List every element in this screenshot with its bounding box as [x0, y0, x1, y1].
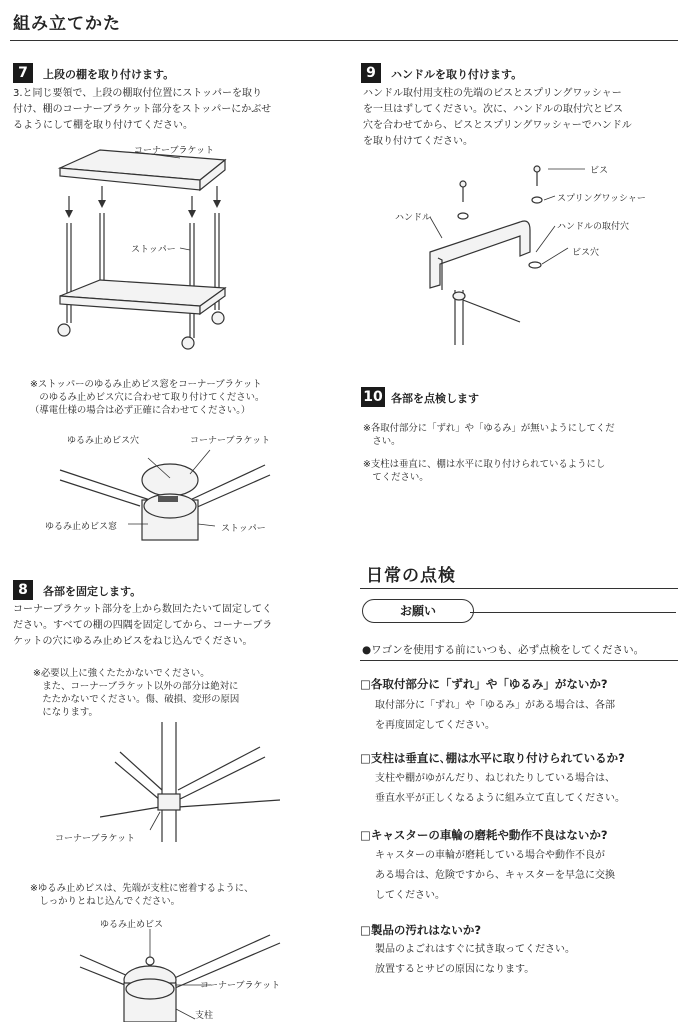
label-screw-hole: ゆるみ止めビス穴	[67, 436, 140, 446]
intro-underline	[360, 660, 678, 661]
step-7-number: 7	[13, 63, 33, 83]
check-item-4-body: 製品のよごれはすぐに拭き取ってください。 放置するとサビの原因になります。	[375, 944, 575, 975]
label-bracket-8a: コーナーブラケット	[55, 834, 136, 844]
request-badge: お願い	[362, 599, 474, 623]
label-handle: ハンドル	[395, 213, 432, 223]
step-8-note-1: ※必要以上に強くたたかないでください。 また、コーナーブラケット以外の部分は絶対に たたかないでください。傷、破損、変形の原因 になります。	[33, 668, 240, 718]
label-corner-bracket: コーナーブラケット	[134, 146, 215, 156]
check-item-3-heading: □キャスターの車輪の磨耗や動作不良はないか?	[360, 828, 608, 842]
check-item-3-body: キャスターの車輪が磨耗している場合や動作不良が ある場合は、危険ですから、キャスターを早急に交換 してください。	[375, 850, 615, 901]
label-bracket-8b: コーナーブラケット	[200, 981, 281, 991]
check-item-4-heading: □製品の汚れはないか?	[360, 923, 482, 937]
step-10-note-2: ※支柱は垂直に、棚は水平に取り付けられているようにし てください。	[363, 459, 606, 483]
daily-check-rule	[360, 588, 678, 589]
step-9-title: ハンドルを取り付けます。	[391, 68, 523, 81]
step-9-number: 9	[361, 63, 381, 83]
step-7-title: 上段の棚を取り付けます。	[43, 68, 175, 81]
label-screw-window: ゆるみ止めビス窓	[45, 522, 118, 532]
step-8-title: 各部を固定します。	[43, 585, 142, 598]
label-detail-stopper: ストッパー	[221, 524, 266, 534]
step-7-body: 3.と同じ要領で、上段の棚取付位置にストッパーを取り 付け、棚のコーナーブラケット部分をストッパーにかぶせ るようにして棚を取り付けてください。	[13, 88, 272, 131]
bracket-detail-1	[100, 722, 280, 842]
label-loosening-screw: ゆるみ止めビス	[100, 920, 164, 930]
handle-illustration	[380, 160, 670, 345]
label-detail-bracket: コーナーブラケット	[190, 436, 271, 446]
check-item-1-body: 取付部分に「ずれ」や「ゆるみ」がある場合は、各部 を再度固定してください。	[375, 700, 615, 731]
title-rule	[10, 40, 678, 41]
label-screw: ビス	[590, 166, 609, 176]
step-7-note: ※ストッパーのゆるみ止めビス窓をコーナーブラケット のゆるみ止めビス穴に合わせて取り付けてください。 （導電仕様の場合は必ず正確に合わせてください。）	[30, 379, 265, 416]
daily-check-title: 日常の点検	[366, 566, 456, 586]
step-10-number: 10	[361, 387, 385, 407]
step-8-body: コーナーブラケット部分を上から数回たたいて固定してく ださい。すべての棚の四隅を固定してから、コーナーブラ ケットの穴にゆるみ止めビスをねじ込んでください。	[13, 604, 273, 647]
label-handle-mount-hole: ハンドルの取付穴	[557, 222, 630, 232]
page-title: 組み立てかた	[13, 14, 121, 34]
step-10-note-1: ※各取付部分に「ずれ」や「ゆるみ」が無いようにしてくだ さい。	[363, 423, 615, 447]
request-line	[470, 612, 676, 613]
step-10-title: 各部を点検します	[391, 392, 479, 405]
check-item-2-body: 支柱や棚がゆがんだり、ねじれたりしている場合は、 垂直水平が正しくなるように組み立て直してください。	[375, 773, 625, 804]
label-stopper: ストッパー	[131, 245, 176, 255]
step-8-note-2: ※ゆるみ止めビスは、先端が支柱に密着するように、 しっかりとねじ込んでください。	[30, 883, 254, 907]
label-spring-washer: スプリングワッシャー	[557, 194, 646, 204]
check-item-2-heading: □支柱は垂直に､棚は水平に取り付けられているか?	[360, 751, 625, 765]
bracket-detail-2	[70, 925, 300, 1022]
label-screw-hole: ビス穴	[572, 248, 600, 258]
step-9-body: ハンドル取付用支柱の先端のビスとスプリングワッシャー を一旦はずしてください。次に、ハンドルの取付穴とビス 穴を合わせてから、ビスとスプリングワッシャーでハンドル を取り付けてください。	[363, 88, 632, 147]
check-item-1-heading: □各取付部分に「ずれ」や「ゆるみ」がないか?	[360, 677, 608, 691]
daily-intro: ●ワゴンを使用する前にいつも、必ず点検をしてください。	[362, 644, 645, 656]
label-pole: 支柱	[195, 1011, 214, 1021]
step-8-number: 8	[13, 580, 33, 600]
